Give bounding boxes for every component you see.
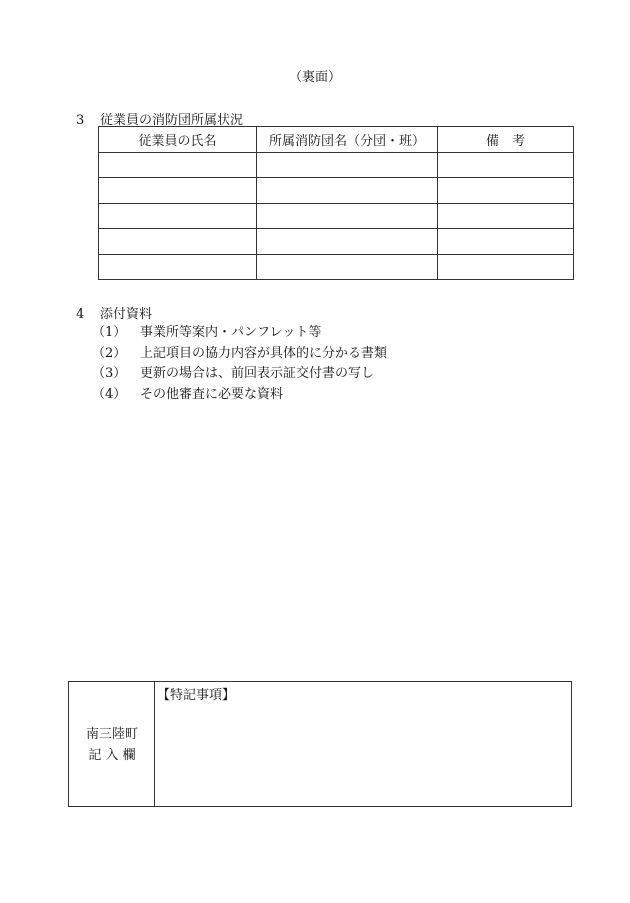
special-notes-label: 【特記事項】 [157, 688, 236, 703]
list-item-text: 事業所等案内・パンフレット等 [140, 325, 322, 340]
table-row [99, 178, 574, 204]
member-table [98, 126, 574, 280]
cell-fire-brigade[interactable] [257, 254, 438, 280]
section3-title-text: 従業員の消防団所属状況 [100, 113, 244, 128]
cell-remarks[interactable] [438, 229, 574, 255]
office-label-line2: 記 入 欄 [88, 748, 136, 763]
section4-number: 4 [76, 307, 85, 322]
list-item-index: （1） [92, 325, 127, 340]
cell-remarks[interactable] [438, 254, 574, 280]
office-label-cell [69, 682, 155, 806]
office-label [69, 724, 155, 766]
section4-title [76, 303, 152, 322]
cell-fire-brigade[interactable] [257, 178, 438, 204]
attachment-list [92, 323, 387, 405]
header-employee-name: 従業員の氏名 [99, 127, 257, 153]
list-item [92, 385, 387, 406]
cell-employee-name[interactable] [99, 203, 257, 229]
cell-remarks[interactable] [438, 152, 574, 178]
table-row [99, 203, 574, 229]
table-row [99, 152, 574, 178]
table-row [99, 254, 574, 280]
member-table-header-row [99, 127, 574, 153]
cell-employee-name[interactable] [99, 152, 257, 178]
table-row [99, 229, 574, 255]
cell-remarks[interactable] [438, 178, 574, 204]
header-fire-brigade: 所属消防団名（分団・班） [257, 127, 438, 153]
cell-fire-brigade[interactable] [257, 203, 438, 229]
header-remarks: 備 考 [438, 127, 574, 153]
cell-employee-name[interactable] [99, 254, 257, 280]
cell-employee-name[interactable] [99, 229, 257, 255]
section3-number: 3 [76, 113, 85, 128]
list-item-text: その他審査に必要な資料 [140, 386, 284, 402]
list-item-text: 上記項目の協力内容が具体的に分かる書類 [140, 345, 388, 361]
page-heading: （裏面） [288, 70, 341, 85]
list-item [92, 344, 387, 365]
list-item-text: 更新の場合は、前回表示証交付書の写し [140, 366, 375, 381]
list-item [92, 323, 387, 344]
list-item-index: （2） [92, 345, 127, 361]
list-item-index: （3） [92, 366, 127, 381]
office-label-line1: 南三陸町 [85, 727, 138, 742]
cell-fire-brigade[interactable] [257, 152, 438, 178]
cell-remarks[interactable] [438, 203, 574, 229]
list-item [92, 364, 387, 385]
cell-employee-name[interactable] [99, 178, 257, 204]
list-item-index: （4） [92, 386, 127, 402]
town-office-box [68, 681, 572, 807]
section4-title-text: 添付資料 [100, 307, 153, 322]
cell-fire-brigade[interactable] [257, 229, 438, 255]
